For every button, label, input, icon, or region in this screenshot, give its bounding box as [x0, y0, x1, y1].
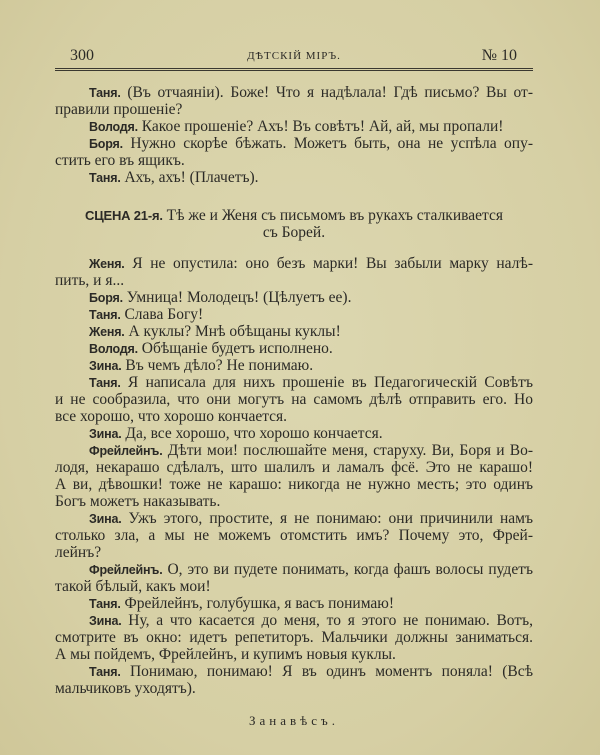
line-text: Да, все хорошо, что хорошо кончается.: [125, 425, 383, 442]
text-line: [55, 340, 533, 357]
scene-heading: [55, 207, 533, 241]
header-rule: [55, 68, 533, 71]
dialogue-section-2: [55, 255, 533, 697]
text-line: [55, 612, 533, 629]
line-text: столько зла, а мы не можемъ отомстить имъ? Почему это, Фрей-: [55, 527, 533, 544]
speaker-name: Таня.: [89, 308, 121, 322]
speaker-name: Володя.: [89, 120, 138, 134]
speaker-name: Таня.: [89, 597, 121, 611]
dialogue-section-1: [55, 84, 533, 186]
line-text: А мы пойдемъ, Фрейлейнъ, и купимъ новыя куклы.: [55, 646, 396, 663]
line-text: лейнъ?: [55, 544, 102, 561]
speech-paragraph: [55, 595, 533, 612]
text-line: [55, 595, 533, 612]
speech-paragraph: [55, 118, 533, 135]
speech-paragraph: [55, 612, 533, 663]
page-number: 300: [70, 47, 94, 64]
speaker-name: Боря.: [89, 291, 123, 305]
text-line: [55, 152, 533, 169]
line-text: пить, и я...: [55, 272, 125, 289]
line-text: Ахъ, ахъ! (Плачетъ).: [124, 169, 259, 186]
speaker-name: Зина.: [89, 512, 122, 526]
line-text: такой бѣлый, какъ мои!: [55, 578, 211, 595]
speaker-name: Таня.: [89, 376, 121, 390]
text-line: [55, 169, 533, 186]
speech-paragraph: [55, 135, 533, 169]
line-text: Обѣщаніе будетъ исполнено.: [141, 340, 333, 357]
text-line: [55, 101, 533, 118]
text-line: [55, 578, 533, 595]
text-line: [55, 459, 533, 476]
speaker-name: Женя.: [89, 325, 125, 339]
line-text: А куклы? Мнѣ обѣщаны куклы!: [128, 323, 341, 340]
line-text: Я написала для нихъ прошеніе въ Педагогическій Совѣтъ: [127, 374, 533, 391]
running-header: [55, 47, 533, 69]
play-text: [55, 84, 533, 729]
speaker-name: Боря.: [89, 137, 123, 151]
text-line: [55, 323, 533, 340]
text-line: [55, 374, 533, 391]
speech-paragraph: [55, 289, 533, 306]
line-text: Слава Богу!: [124, 306, 204, 323]
speaker-name: Фрейлейнъ.: [89, 563, 163, 577]
text-line: [55, 561, 533, 578]
line-text: Умница! Молодецъ! (Цѣлуетъ ее).: [126, 289, 352, 306]
line-text: Дѣти мои! послюшайте меня, старуху. Ви, Боря и Во-: [167, 442, 533, 459]
text-line: [55, 306, 533, 323]
speech-paragraph: [55, 510, 533, 561]
text-line: [55, 476, 533, 493]
text-line: [55, 255, 533, 272]
text-line: [55, 118, 533, 135]
speech-paragraph: [55, 323, 533, 340]
speaker-name: Володя.: [89, 342, 138, 356]
speech-paragraph: [55, 169, 533, 186]
text-line: [55, 510, 533, 527]
text-line: [55, 391, 533, 408]
text-line: [55, 357, 533, 374]
line-text: Понимаю, понимаю! Я въ одинъ моментъ поняла! (Всѣ: [129, 663, 533, 680]
issue-number: № 10: [481, 47, 517, 64]
speaker-name: Таня.: [89, 665, 121, 679]
line-text: лодя, некарашо сдѣлалъ, што шалилъ и ламалъ фсё. Это не карашо!: [55, 459, 533, 476]
scene-line: [55, 207, 533, 224]
speech-paragraph: [55, 255, 533, 289]
line-text: Я не опустила: оно безъ марки! Вы забыли марку налѣ-: [132, 255, 533, 272]
text-line: [55, 442, 533, 459]
line-text: смотрите въ окно: идетъ репетиторъ. Мальчики должны заниматься.: [55, 629, 533, 646]
line-text: и не сообразила, что они могутъ на самомъ дѣлѣ отправить его. Но: [55, 391, 533, 408]
speaker-name: Зина.: [89, 359, 122, 373]
text-line: [55, 629, 533, 646]
line-text: правили прошеніе?: [55, 101, 183, 118]
speaker-name: Женя.: [89, 257, 125, 271]
speech-paragraph: [55, 663, 533, 697]
speech-paragraph: [55, 425, 533, 442]
speech-paragraph: [55, 84, 533, 118]
curtain-text: Занавѣсъ.: [249, 713, 339, 728]
speaker-name: Таня.: [89, 171, 121, 185]
line-text: Ну, а что касается до меня, то я этого не понимаю. Вотъ,: [128, 612, 533, 629]
text-line: [55, 493, 533, 510]
journal-title: ДѢТСКІЙ МІРЪ.: [247, 50, 341, 62]
line-text: Фрейлейнъ, голубушка, я васъ понимаю!: [124, 595, 395, 612]
scene-line: съ Борей.: [262, 224, 326, 241]
text-line: [55, 544, 533, 561]
scene-label: СЦЕНА 21-я.: [85, 208, 163, 223]
text-line: [55, 646, 533, 663]
line-text: Ужъ этого, простите, я не понимаю: они причинили намъ: [128, 510, 533, 527]
text-line: [55, 84, 533, 101]
line-text: все хорошо, что хорошо кончается.: [55, 408, 288, 425]
speaker-name: Зина.: [89, 427, 122, 441]
line-text: Въ чемъ дѣло? Не понимаю.: [125, 357, 314, 374]
text-line: [55, 135, 533, 152]
text-line: [55, 527, 533, 544]
text-line: [55, 272, 533, 289]
speech-paragraph: [55, 561, 533, 595]
speech-paragraph: [55, 306, 533, 323]
line-text: Какое прошеніе? Ахъ! Въ совѣтъ! Ай, ай, мы пропали!: [141, 118, 504, 135]
speaker-name: Зина.: [89, 614, 122, 628]
speech-paragraph: [55, 374, 533, 425]
text-line: [55, 289, 533, 306]
scene-text: Тѣ же и Женя съ письмомъ въ рукахъ сталкивается: [166, 207, 503, 224]
speech-paragraph: [55, 357, 533, 374]
text-line: [55, 425, 533, 442]
line-text: Богъ можетъ наказывать.: [55, 493, 221, 510]
speaker-name: Фрейлейнъ.: [89, 444, 163, 458]
line-text: А ви, дѣвошки! тоже не карашо: никогда не нужно месть; это одинъ: [55, 476, 533, 493]
speech-paragraph: [55, 340, 533, 357]
line-text: Нужно скорѣе бѣжать. Можетъ быть, она не успѣла опу-: [130, 135, 533, 152]
text-line: [55, 680, 533, 697]
speaker-name: Таня.: [89, 86, 121, 100]
text-line: [55, 663, 533, 680]
text-line: [55, 408, 533, 425]
line-text: О, это ви пудете понимать, когда фашъ волосы пудетъ: [167, 561, 533, 578]
speech-paragraph: [55, 442, 533, 510]
line-text: мальчиковъ уходятъ).: [55, 680, 196, 697]
line-text: (Въ отчаяніи). Боже! Что я надѣлала! Гдѣ письмо? Вы от-: [127, 84, 533, 101]
line-text: стить его въ ящикъ.: [55, 152, 185, 169]
